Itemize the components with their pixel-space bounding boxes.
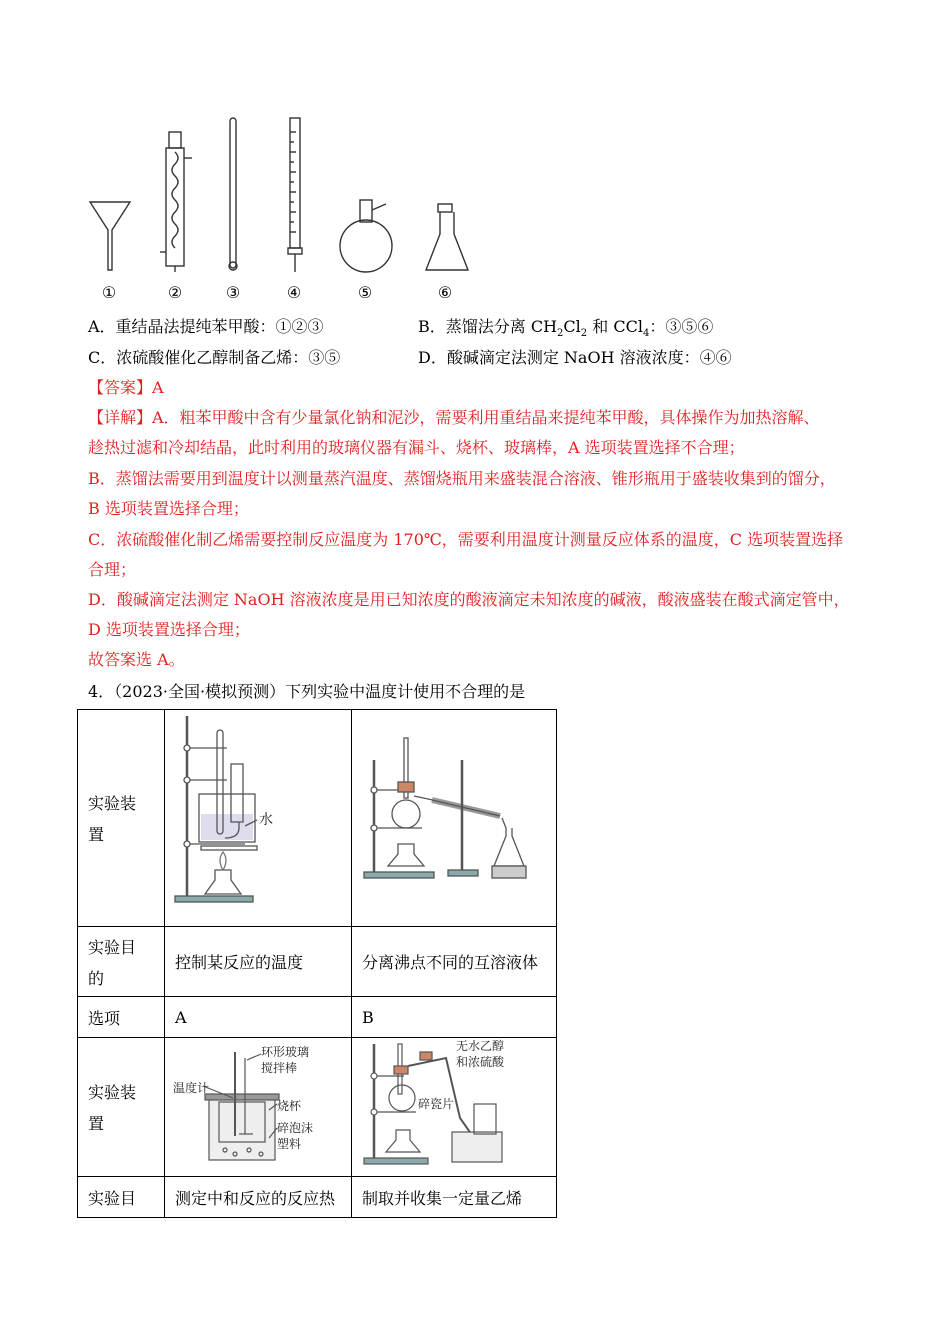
apparatus-label-4: ④ bbox=[286, 283, 302, 302]
row-label-purpose-1: 实验目 的 bbox=[78, 927, 165, 997]
apparatus-label-5: ⑤ bbox=[357, 283, 373, 302]
option-label-b: B bbox=[352, 997, 557, 1038]
purpose-a: 控制某反应的温度 bbox=[165, 927, 352, 997]
diagram-a-cell bbox=[165, 710, 352, 927]
svg-text:碎泡沫: 碎泡沫 bbox=[277, 1121, 314, 1135]
distillation-flask-icon bbox=[340, 200, 392, 272]
explanation-line-8: D 选项装置选择合理； bbox=[88, 620, 250, 639]
option-c: C．浓硫酸催化乙醇制备乙烯：③⑤ bbox=[88, 348, 341, 367]
row-label-apparatus-1: 实验装 置 bbox=[78, 710, 165, 927]
purpose-c: 测定中和反应的反应热 bbox=[165, 1177, 352, 1218]
explanation-line-5: C．浓硫酸催化制乙烯需要控制反应温度为 170℃，需要利用温度计测量反应体系的温度，C 选项装置选择 bbox=[88, 530, 844, 549]
explanation-line-7: D．酸碱滴定法测定 NaOH 溶液浓度是用已知浓度的酸液滴定未知浓度的碱液，酸液盛装在酸式滴定管中， bbox=[88, 590, 850, 609]
apparatus-label-1: ① bbox=[101, 283, 117, 302]
diagram-d-cell bbox=[352, 1038, 557, 1177]
row-label-option: 选项 bbox=[78, 997, 165, 1038]
row-label-apparatus-2: 实验装 置 bbox=[78, 1038, 165, 1177]
condenser-icon bbox=[160, 132, 192, 272]
apparatus-label-2: ② bbox=[167, 283, 183, 302]
explanation-line-3: B．蒸馏法需要用到温度计以测量蒸汽温度、蒸馏烧瓶用来盛装混合溶液、锥形瓶用于盛装收集到的馏分， bbox=[88, 469, 836, 488]
svg-text:水: 水 bbox=[259, 812, 273, 828]
row-label-purpose-2: 实验目 bbox=[78, 1177, 165, 1218]
svg-text:环形玻璃: 环形玻璃 bbox=[261, 1045, 310, 1059]
question-4-table bbox=[77, 709, 557, 1218]
explanation-line-4: B 选项装置选择合理； bbox=[88, 499, 249, 518]
svg-text:碎瓷片: 碎瓷片 bbox=[418, 1097, 455, 1111]
distillation-apparatus-diagram bbox=[352, 710, 556, 922]
diagram-c-cell bbox=[165, 1038, 352, 1177]
explanation-line-1: 【详解】A．粗苯甲酸中含有少量氯化钠和泥沙，需要利用重结晶来提纯苯甲酸，具体操作为加热溶解、 bbox=[88, 408, 820, 427]
diagram-b-cell bbox=[352, 710, 557, 927]
burette-icon bbox=[288, 118, 302, 272]
explanation-line-6: 合理； bbox=[88, 560, 137, 579]
apparatus-label-6: ⑥ bbox=[437, 283, 453, 302]
explanation-line-9: 故答案选 A。 bbox=[88, 650, 185, 669]
water-bath-apparatus-diagram bbox=[165, 710, 351, 922]
question-4-title: 4．（2023·全国·模拟预测）下列实验中温度计使用不合理的是 bbox=[88, 682, 526, 701]
purpose-b: 分离沸点不同的互溶液体 bbox=[352, 927, 557, 997]
conical-flask-icon bbox=[426, 204, 468, 270]
explanation-line-2: 趁热过滤和冷却结晶，此时利用的玻璃仪器有漏斗、烧杯、玻璃棒，A 选项装置选择不合理； bbox=[88, 438, 745, 457]
option-a: A．重结晶法提纯苯甲酸：①②③ bbox=[88, 317, 324, 336]
option-b: B．蒸馏法分离 $CH_2Cl_2$ 和 CCl$_4$：③⑤⑥ bbox=[418, 317, 714, 340]
thermometer-icon bbox=[229, 118, 237, 270]
option-d: D．酸碱滴定法测定 NaOH 溶液浓度：④⑥ bbox=[418, 348, 732, 367]
apparatus-figure bbox=[80, 112, 500, 282]
svg-text:温度计: 温度计 bbox=[173, 1081, 210, 1095]
svg-text:无水乙醇: 无水乙醇 bbox=[456, 1039, 505, 1053]
svg-text:和浓硫酸: 和浓硫酸 bbox=[456, 1055, 505, 1069]
apparatus-label-3: ③ bbox=[225, 283, 241, 302]
calorimeter-diagram bbox=[165, 1038, 351, 1172]
svg-text:搅拌棒: 搅拌棒 bbox=[261, 1061, 298, 1075]
ethylene-preparation-diagram bbox=[352, 1038, 556, 1172]
svg-text:塑料: 塑料 bbox=[277, 1137, 302, 1151]
svg-text:烧杯: 烧杯 bbox=[277, 1099, 302, 1113]
answer: 【答案】A bbox=[88, 378, 164, 397]
option-label-a: A bbox=[165, 997, 352, 1038]
funnel-icon bbox=[90, 202, 130, 270]
purpose-d: 制取并收集一定量乙烯 bbox=[352, 1177, 557, 1218]
